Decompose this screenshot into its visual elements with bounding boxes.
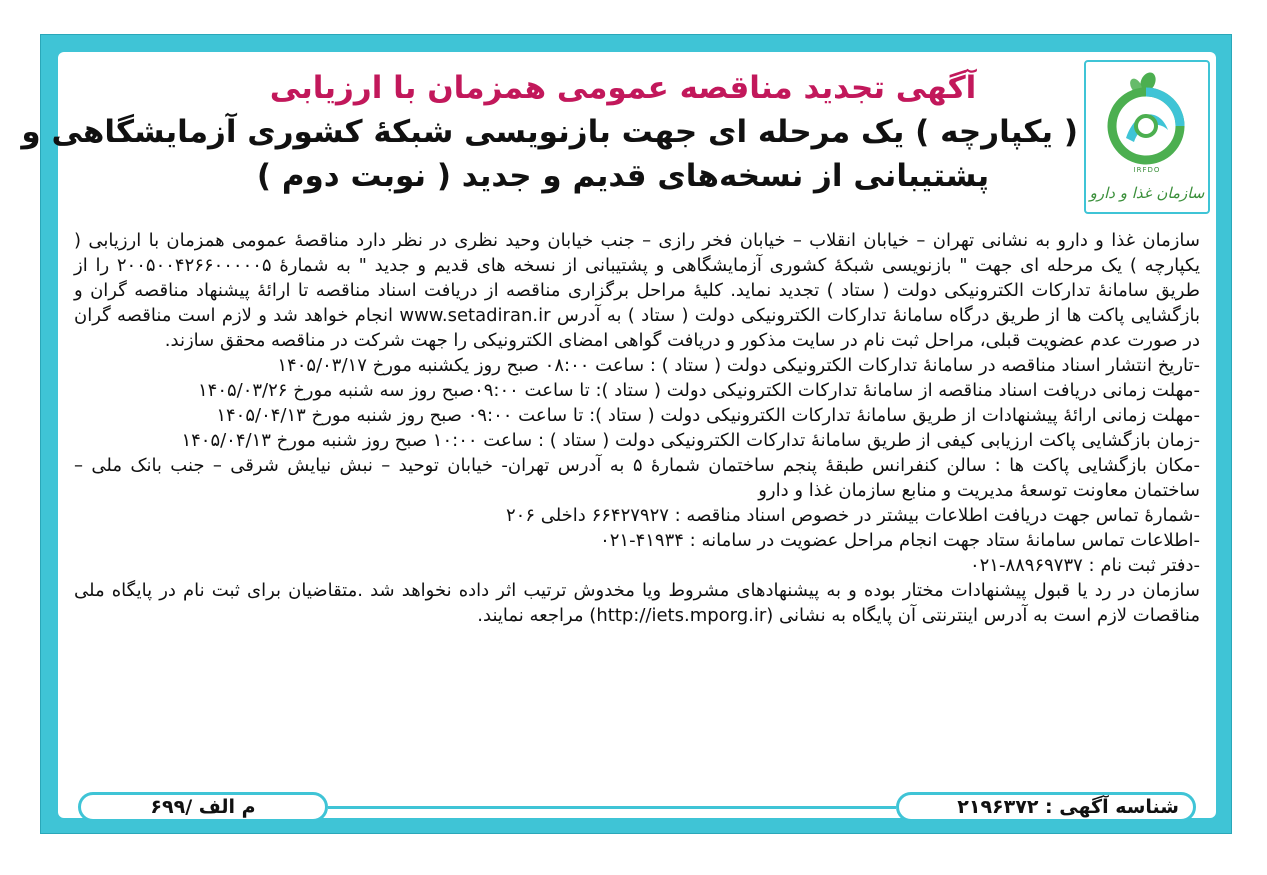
ad-body bbox=[74, 228, 1200, 628]
ad-title bbox=[21, 66, 1078, 198]
item-setad-contact: -اطلاعات تماس سامانهٔ ستاد جهت انجام مراحل عضویت در سامانه : ۴۱۹۳۴-۰۲۱ bbox=[600, 530, 1200, 551]
closing-paragraph: سازمان در رد یا قبول پیشنهادات مختار بوده و به پیشنهادهای مشروط ویا مخدوش ترتیب اثر داده نخواهد شد .متقاضیان برای ثبت نام در پایگاه ملی مناقصات لازم است به آدرس اینترنتی آن پایگاه به نشانی (http://iets.mporg.ir) مراجعه نمایند. bbox=[74, 580, 1200, 626]
logo-caption: سازمان غذا و دارو bbox=[1089, 184, 1205, 202]
ad-id-badge: شناسه آگهی : ۲۱۹۶۳۷۲ bbox=[896, 792, 1196, 822]
item-registration-office: -دفتر ثبت نام : ۸۸۹۶۹۷۳۷-۰۲۱ bbox=[969, 555, 1200, 576]
food-drug-org-logo-icon bbox=[1088, 68, 1206, 168]
title-line-1: آگهی تجدید مناقصه عمومی همزمان با ارزیابی bbox=[269, 70, 977, 106]
item-opening-time: -زمان بازگشایی پاکت ارزیابی کیفی از طریق سامانهٔ تدارکات الکترونیکی دولت ( ستاد ) : ساعت ۱۰:۰۰ صبح روز شنبه مورخ ۱۴۰۵/۰۴/۱۳ bbox=[181, 430, 1200, 451]
logo-box bbox=[1084, 60, 1210, 214]
ad-panel bbox=[21, 52, 1216, 818]
item-contact-phone: -شمارهٔ تماس جهت دریافت اطلاعات بیشتر در خصوص اسناد مناقصه : ۶۶۴۲۷۹۲۷ داخلی ۲۰۶ bbox=[505, 505, 1200, 526]
ad-footer bbox=[58, 790, 1216, 826]
ad-frame bbox=[21, 34, 1232, 834]
title-line-3: پشتیبانی از نسخه‌های قدیم و جدید ( نوبت دوم ) bbox=[256, 158, 990, 194]
item-opening-place: -مکان بازگشایی پاکت ها : سالن کنفرانس طبقهٔ پنجم ساختمان شمارهٔ ۵ به آدرس تهران- خیابان توحید – نبش نیایش شرقی – جنب بانک ملی – ساختمان معاونت توسعهٔ مدیریت و منابع سازمان غذا و دارو bbox=[74, 455, 1200, 501]
intro-paragraph: سازمان غذا و دارو به نشانی تهران – خیابان انقلاب – خیابان فخر رازی – جنب خیابان وحید نظری در نظر دارد مناقصهٔ عمومی همزمان با ارزیابی ( یکپارچه ) یک مرحله ای جهت " بازنویسی شبکهٔ کشوری آزمایشگاهی و پشتیبانی از نسخه های قدیم و جدید " به شمارهٔ ۲۰۰۵۰۰۴۲۶۶۰۰۰۰۰۵ را از طریق سامانهٔ تدارکات الکترونیکی دولت ( ستاد ) تجدید نماید. کلیهٔ مراحل برگزاری مناقصه از دریافت اسناد مناقصه تا ارائهٔ پیشنهاد مناقصه گران و بازگشایی پاکت ها از طریق درگاه سامانهٔ تدارکات الکترونیکی دولت ( ستاد ) به آدرس www.setadiran.ir انجام خواهد شد و لازم است مناقصه گران در صورت عدم عضویت قبلی، مراحل ثبت نام در سایت مذکور و دریافت گواهی امضای الکترونیکی را جهت شرکت در مناقصه محقق سازند. bbox=[74, 230, 1201, 351]
ad-code-badge: م الف /۶۹۹ bbox=[78, 792, 328, 822]
item-submit-deadline: -مهلت زمانی ارائهٔ پیشنهادات از طریق سامانهٔ تدارکات الکترونیکی دولت ( ستاد ): تا ساعت ۰۹:۰۰ صبح روز شنبه مورخ ۱۴۰۵/۰۴/۱۳ bbox=[216, 405, 1200, 426]
item-receive-deadline: -مهلت زمانی دریافت اسناد مناقصه از سامانهٔ تدارکات الکترونیکی دولت ( ستاد ): تا ساعت ۰۹:۰۰صبح روز سه شنبه مورخ ۱۴۰۵/۰۳/۲۶ bbox=[197, 380, 1200, 401]
title-line-2: ( یکپارچه ) یک مرحله ای جهت بازنویسی شبکهٔ کشوری آزمایشگاهی و bbox=[21, 114, 1078, 150]
item-publish-date: -تاریخ انتشار اسناد مناقصه در سامانهٔ تدارکات الکترونیکی دولت ( ستاد ) : ساعت ۰۸:۰۰ صبح روز یکشنبه مورخ ۱۴۰۵/۰۳/۱۷ bbox=[277, 355, 1200, 376]
footer-divider bbox=[328, 806, 896, 809]
logo-abbrev: IRFDO bbox=[1133, 166, 1161, 174]
